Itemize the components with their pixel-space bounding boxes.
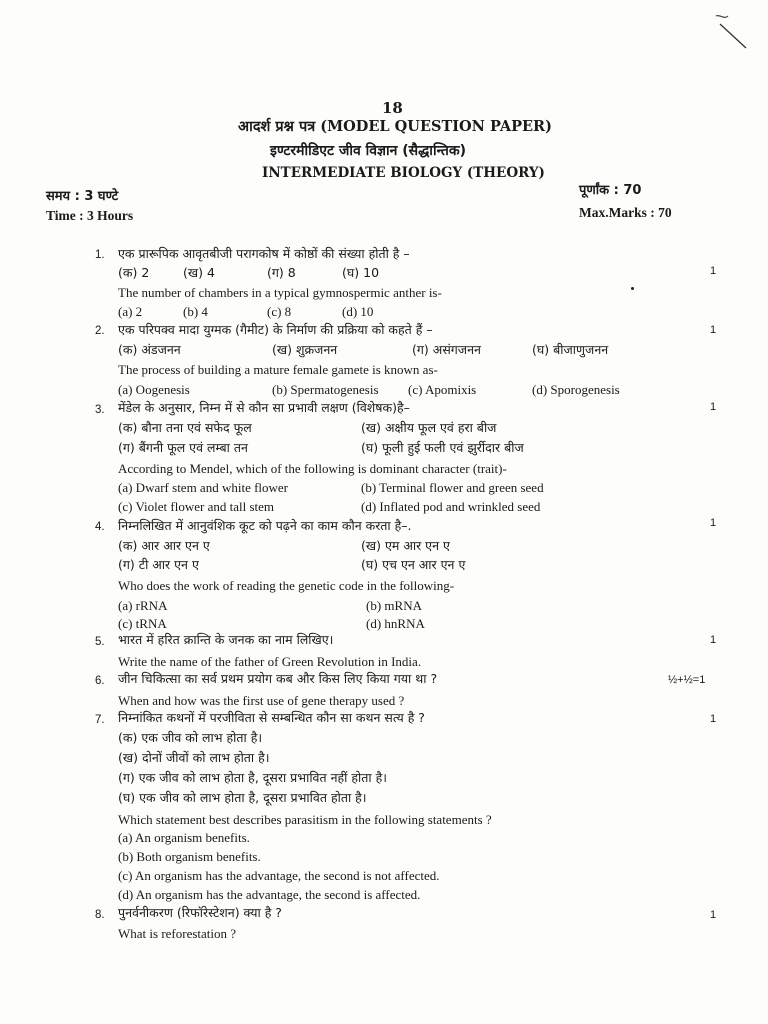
question-text-english: Who does the work of reading the genetic code in the following- bbox=[118, 578, 455, 593]
option-english: (d) hnRNA bbox=[366, 616, 425, 631]
question-number: 4. bbox=[95, 521, 105, 533]
question-number: 6. bbox=[95, 675, 105, 687]
question-text-hindi: जीन चिकित्सा का सर्व प्रथम प्रयोग कब और किस लिए किया गया था ? bbox=[118, 671, 438, 686]
option-english: (c) Apomixis bbox=[408, 382, 477, 397]
option-hindi: (घ) बीजाणुजनन bbox=[532, 342, 609, 357]
question-text-english: The number of chambers in a typical gymnospermic anther is- bbox=[118, 285, 442, 300]
page-number: 18 bbox=[382, 99, 403, 117]
question-text-english: What is reforestation ? bbox=[118, 926, 237, 941]
question-number: 5. bbox=[95, 636, 105, 648]
option-hindi: (ग) 8 bbox=[267, 265, 296, 280]
option-hindi: (ग) टी आर एन ए bbox=[118, 557, 199, 572]
option-english: (a) rRNA bbox=[118, 598, 168, 613]
option-hindi: (ख) दोनों जीवों को लाभ होता है। bbox=[118, 750, 270, 765]
question-number: 3. bbox=[95, 404, 105, 416]
option-hindi: (क) एक जीव को लाभ होता है। bbox=[118, 730, 263, 745]
question-number: 1. bbox=[95, 249, 105, 261]
question-marks: 1 bbox=[710, 517, 717, 529]
option-english: (c) An organism has the advantage, the second is not affected. bbox=[118, 868, 440, 883]
option-hindi: (क) आर आर एन ए bbox=[118, 538, 210, 553]
option-english: (b) mRNA bbox=[366, 598, 422, 613]
option-hindi: (ग) बैंगनी फूल एवं लम्बा तन bbox=[118, 440, 248, 455]
question-text-hindi: निम्नलिखित में आनुवंशिक कूट को पढ़ने का काम कौन करता है–. bbox=[118, 518, 412, 533]
question-text-hindi: भारत में हरित क्रान्ति के जनक का नाम लिखिए। bbox=[118, 632, 334, 647]
option-hindi: (ग) असंगजनन bbox=[412, 342, 481, 357]
option-hindi: (घ) एच एन आर एन ए bbox=[361, 557, 466, 572]
question-number: 7. bbox=[95, 714, 105, 726]
option-english: (d) An organism has the advantage, the second is affected. bbox=[118, 887, 421, 902]
question-text-hindi: पुनर्वनीकरण (रिफॉरेस्टेशन) क्या है ? bbox=[118, 905, 282, 920]
corner-pen-mark bbox=[712, 10, 752, 50]
question-text-english: Write the name of the father of Green Revolution in India. bbox=[118, 654, 422, 669]
option-english: (c) 8 bbox=[267, 304, 292, 319]
option-english: (b) Both organism benefits. bbox=[118, 849, 261, 864]
question-marks: 1 bbox=[710, 265, 717, 277]
question-marks: 1 bbox=[710, 634, 717, 646]
option-hindi: (ख) अक्षीय फूल एवं हरा बीज bbox=[361, 420, 497, 435]
question-text-hindi: एक परिपक्व मादा युग्मक (गैमीट) के निर्माण की प्रक्रिया को कहते हैं – bbox=[118, 322, 433, 337]
marks-english: Max.Marks : 70 bbox=[579, 205, 672, 220]
option-hindi: (ग) एक जीव को लाभ होता है, दूसरा प्रभावित नहीं होता है। bbox=[118, 770, 387, 785]
question-marks: 1 bbox=[710, 909, 717, 921]
option-hindi: (घ) एक जीव को लाभ होता है, दूसरा प्रभावित होता है। bbox=[118, 790, 367, 805]
header-line-3: INTERMEDIATE BIOLOGY (THEORY) bbox=[262, 165, 545, 181]
header-line-2: इण्टरमीडिएट जीव विज्ञान (सैद्धान्तिक) bbox=[270, 143, 467, 159]
question-marks: 1 bbox=[710, 401, 717, 413]
option-english: (b) Terminal flower and green seed bbox=[361, 480, 544, 495]
option-english: (b) Spermatogenesis bbox=[272, 382, 379, 397]
question-text-english: The process of building a mature female gamete is known as- bbox=[118, 362, 438, 377]
time-english: Time : 3 Hours bbox=[46, 208, 134, 223]
option-hindi: (ख) एम आर एन ए bbox=[361, 538, 450, 553]
option-english: (a) An organism benefits. bbox=[118, 830, 250, 845]
question-text-english: Which statement best describes parasitism in the following statements ? bbox=[118, 812, 492, 827]
marks-hindi: पूर्णांक : 70 bbox=[579, 183, 642, 198]
question-text-hindi: मेंडेल के अनुसार, निम्न में से कौन सा प्रभावी लक्षण (विशेषक)है– bbox=[118, 400, 410, 415]
option-english: (b) 4 bbox=[183, 304, 208, 319]
option-english: (c) Violet flower and tall stem bbox=[118, 499, 275, 514]
stray-dot bbox=[631, 287, 634, 290]
option-english: (d) Sporogenesis bbox=[532, 382, 620, 397]
question-marks: 1 bbox=[710, 713, 717, 725]
option-hindi: (घ) 10 bbox=[342, 265, 380, 280]
question-text-english: According to Mendel, which of the following is dominant character (trait)- bbox=[118, 461, 507, 476]
option-hindi: (क) 2 bbox=[118, 265, 150, 280]
option-english: (c) tRNA bbox=[118, 616, 167, 631]
option-hindi: (घ) फूली हुई फली एवं झुर्रीदार बीज bbox=[361, 440, 524, 455]
option-english: (a) Oogenesis bbox=[118, 382, 190, 397]
time-hindi: समय : 3 घण्टे bbox=[46, 189, 119, 204]
option-english: (d) 10 bbox=[342, 304, 374, 319]
question-marks: ½+½=1 bbox=[668, 674, 706, 686]
question-text-english: When and how was the first use of gene therapy used ? bbox=[118, 693, 405, 708]
option-english: (d) Inflated pod and wrinkled seed bbox=[361, 499, 541, 514]
question-text-hindi: एक प्रारूपिक आवृतबीजी परागकोष में कोष्ठों की संख्या होती है – bbox=[118, 246, 410, 261]
question-text-hindi: निम्नांकित कथनों में परजीविता से सम्बन्धित कौन सा कथन सत्य है ? bbox=[118, 710, 425, 725]
option-hindi: (क) बौना तना एवं सफेद फूल bbox=[118, 420, 252, 435]
option-hindi: (ख) 4 bbox=[183, 265, 215, 280]
header-line-1: आदर्श प्रश्न पत्र (MODEL QUESTION PAPER) bbox=[238, 118, 552, 135]
option-english: (a) 2 bbox=[118, 304, 143, 319]
option-hindi: (ख) शुक्रजनन bbox=[272, 342, 338, 357]
question-marks: 1 bbox=[710, 324, 717, 336]
question-number: 8. bbox=[95, 909, 105, 921]
option-english: (a) Dwarf stem and white flower bbox=[118, 480, 289, 495]
question-number: 2. bbox=[95, 325, 105, 337]
option-hindi: (क) अंडजनन bbox=[118, 342, 181, 357]
